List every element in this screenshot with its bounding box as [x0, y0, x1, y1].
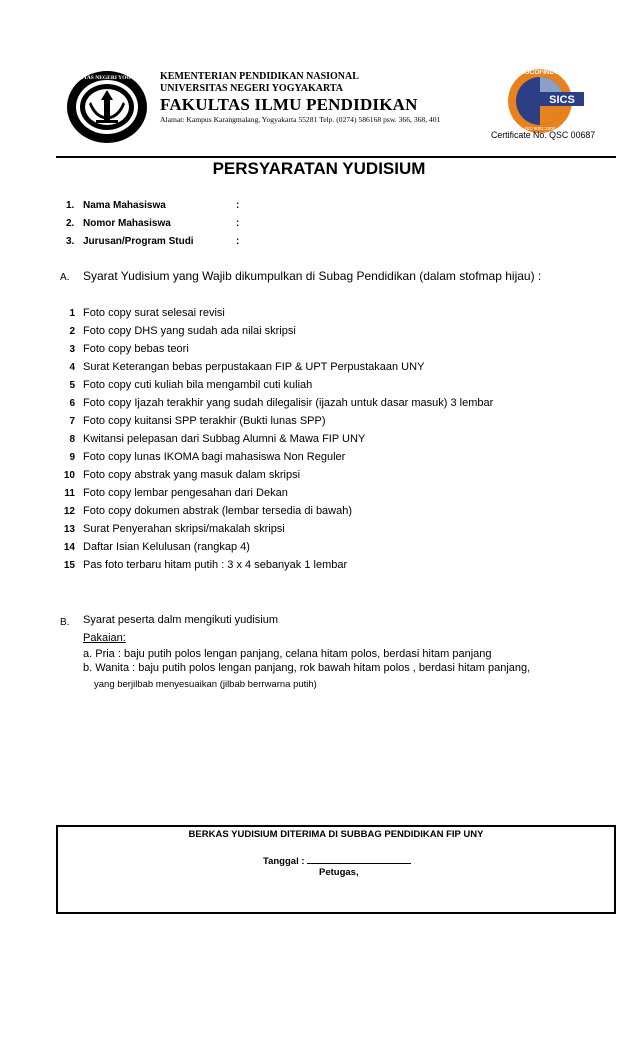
section-a-letter: A. — [60, 272, 70, 283]
document-page: UNIVERSITAS NEGERI YOGYAKARTA KEMENTERIAN PENDIDIKAN NASIONAL UNIVERSITAS NEGERI YOGYAKARTA FAKULTAS ILMU PENDIDIKAN Alamat: Kampus Karangmalang, Yogyakarta 55281 Telp. (0274) 586168 psw. 366, 368, 401 SICS SUCOFINDO ISO 9001:2000 Certificate No. QSC 00687 PERSYARATAN YUDISIUM 1. Nama Mahasiswa : 2. Nomor Mahasiswa : 3. Jurusan/Program Studi : A. Syarat Yudisium yang Wajib dikumpulkan di Subag Pendidikan (dalam stofmap hijau) : 1 Foto copy surat selesai revisi 2 Foto copy DHS yang sudah ada nilai skripsi 3 Foto copy bebas teori 4 Surat Keterangan bebas perpustakaan FIP & UPT Perpustakaan UNY 5 Foto copy cuti kuliah bila mengambil cuti kuliah 6 Foto copy Ijazah terakhir yang sudah dilegalisir (ijazah untuk dasar masuk) 3 lembar 7 Foto copy kuitansi SPP terakhir (Bukti lunas SPP) 8 Kwitansi pelepasan dari Subbag Alumni & Mawa FIP UNY 9 Foto copy lunas IKOMA bagi mahasiswa Non Reguler 10 Foto copy abstrak yang masuk dalam skripsi 11 Foto copy lembar pengesahan dari Dekan 12 Foto copy dokumen abstrak (lembar tersedia di bawah) 13 Surat Penyerahan skripsi/makalah skripsi 14 Daftar Isian Kelulusan (rangkap 4) 15 Pas foto terbaru hitam putih : 3 x 4 sebanyak 1 lembar B. Syarat peserta dalm mengikuti yudisium Pakaian: a. Pria : baju putih polos lengan panjang, celana hitam polos, berdasi hitam panjang b. Wanita : baju putih polos lengan panjang, rok bawah hitam polos , berdasi hitam panjang, yang berjilbab menyesuaikan (jilbab berrwarna putih) BERKAS YUDISIUM DITERIMA DI SUBBAG PENDIDIKAN FIP UNY Tanggal : Petugas, — [0, 0, 638, 1051]
field-label: Nomor Mahasiswa — [83, 218, 171, 229]
field-label: Jurusan/Program Studi — [83, 236, 194, 247]
iso-lettering: ISO 9001:2000 — [524, 126, 556, 131]
receipt-box — [56, 825, 616, 914]
field-label: Nama Mahasiswa — [83, 200, 166, 211]
section-b-letter: B. — [60, 617, 70, 628]
sucofindo-logo — [500, 64, 586, 134]
date-label: Tanggal : — [263, 856, 305, 867]
field-colon: : — [236, 236, 240, 247]
receipt-title: BERKAS YUDISIUM DITERIMA DI SUBBAG PENDIDIKAN FIP UNY — [188, 829, 484, 840]
ministry-name: KEMENTERIAN PENDIDIKAN NASIONAL — [160, 71, 359, 82]
letterhead — [160, 71, 440, 125]
field-colon: : — [236, 218, 240, 229]
section-a-heading: Syarat Yudisium yang Wajib dikumpulkan di Subag Pendidikan (dalam stofmap hijau) : — [83, 269, 542, 283]
officer-label: Petugas, — [319, 867, 359, 878]
attire-women: b. Wanita : baju putih polos lengan panjang, rok bawah hitam polos , berdasi hitam panjang, — [83, 662, 531, 674]
attire-men: a. Pria : baju putih polos lengan panjang, celana hitam polos, berdasi hitam panjang — [83, 648, 492, 660]
field-colon: : — [236, 200, 240, 211]
attire-label: Pakaian: — [83, 632, 126, 644]
sics-mark: SICS — [549, 94, 575, 106]
field-number: 3. — [66, 236, 75, 247]
address-line: Alamat: Kampus Karangmalang, Yogyakarta 55281 Telp. (0274) 586168 psw. 366, 368, 401 — [160, 115, 441, 124]
header-divider — [56, 156, 616, 158]
section-b-heading: Syarat peserta dalm mengikuti yudisium — [83, 614, 279, 626]
receipt-date — [263, 854, 411, 867]
logo-lettering: UNIVERSITAS NEGERI YOGYAKARTA — [56, 75, 158, 81]
date-blank-line — [307, 854, 411, 864]
university-name: UNIVERSITAS NEGERI YOGYAKARTA — [160, 83, 344, 94]
sucofindo-lettering: SUCOFINDO — [520, 69, 560, 76]
page-title: PERSYARATAN YUDISIUM — [212, 159, 426, 178]
field-number: 1. — [66, 200, 75, 211]
field-number: 2. — [66, 218, 75, 229]
faculty-name: FAKULTAS ILMU PENDIDIKAN — [160, 95, 418, 114]
certificate-number: Certificate No. QSC 00687 — [491, 130, 596, 140]
university-logo — [56, 70, 158, 144]
attire-hijab-note: yang berjilbab menyesuaikan (jilbab berrwarna putih) — [94, 679, 317, 690]
